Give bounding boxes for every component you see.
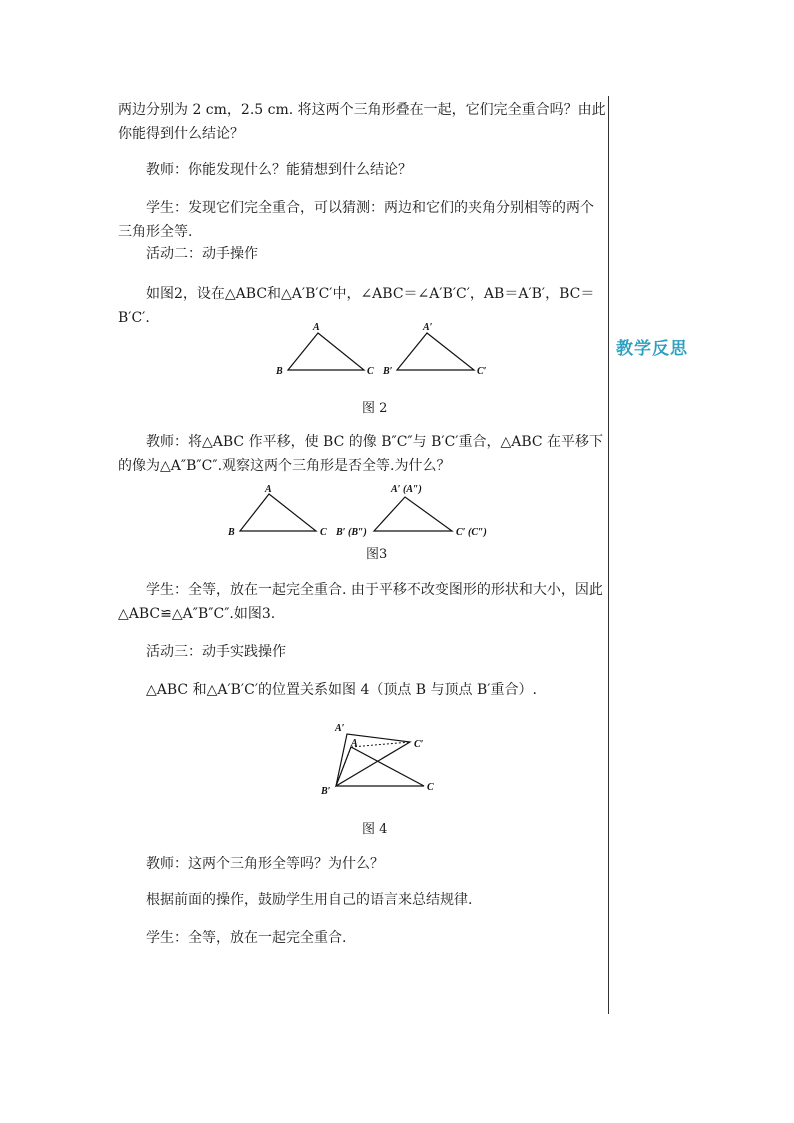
label-b-prime: B′ [383,366,393,377]
paragraph-encourage: 根据前面的操作，鼓励学生用自己的语言来总结规律. [146,892,473,908]
heading-activity-two: 活动二：动手操作 [146,246,258,262]
paragraph-teacher-ask: 教师：这两个三角形全等吗？为什么？ [146,856,384,872]
label-a-fig3: A [265,484,272,495]
column-divider [608,96,609,1014]
figure-4-caption: 图 4 [362,822,388,837]
figure-3-caption: 图3 [366,547,388,562]
paragraph-teacher-translation: 教师：将△ABC 作平移，使 BC 的像 B″C″与 B′C′重合，△ABC 在平移下的像为△A″B″C″.观察这两个三角形是否全等.为什么？ [118,434,604,474]
label-b-prime-fig3: B′ (B″) [336,527,367,538]
label-a: A [313,322,320,333]
paragraph-figure2-setup: 如图2，设在△ABC和△A′B′C′中，∠ABC＝∠A′B′C′，AB＝A′B′，BC＝B′C′. [118,286,595,326]
label-a-prime-fig4: A′ [335,723,345,734]
label-c-fig3: C [320,527,327,538]
label-b-fig3: B [228,527,235,538]
paragraph-intro: 两边分别为 2 cm，2.5 cm. 将这两个三角形叠在一起，它们完全重合吗？由此你能得到什么结论？ [118,102,606,142]
figure-2-caption: 图 2 [362,401,388,416]
label-a-fig4: A [351,738,358,749]
dashed-ac1 [351,742,410,747]
triangle-a1b1c1-fig4 [336,734,410,786]
label-c-prime-fig3: C′ (C″) [456,527,487,538]
paragraph-student-congruent: 学生：全等，放在一起完全重合. 由于平移不改变图形的形状和大小，因此△ABC≌△A″B″C″.如图3. [118,582,603,622]
label-b-prime-fig4: B′ [321,786,331,797]
label-b: B [276,366,283,377]
heading-activity-three: 活动三：动手实践操作 [146,644,286,660]
label-c: C [367,366,374,377]
paragraph-student-answer: 学生：发现它们完全重合，可以猜测：两边和它们的夹角分别相等的两个三角形全等. [118,200,594,240]
label-c-prime-fig4: C′ [414,739,424,750]
paragraph-student-final: 学生：全等，放在一起完全重合. [146,930,347,946]
label-a-prime: A′ [423,322,433,333]
label-c-fig4: C [427,782,434,793]
paragraph-figure4-setup: △ABC 和△A′B′C′的位置关系如图 4（顶点 B 与顶点 B′重合）. [146,682,537,698]
paragraph-teacher-question: 教师：你能发现什么？能猜想到什么结论？ [146,162,412,178]
triangle-abc-fig4 [336,747,424,786]
label-a-prime-fig3: A′ (A″) [391,484,422,495]
label-c-prime: C′ [477,366,487,377]
teaching-reflection-heading: 教学反思 [616,339,688,359]
